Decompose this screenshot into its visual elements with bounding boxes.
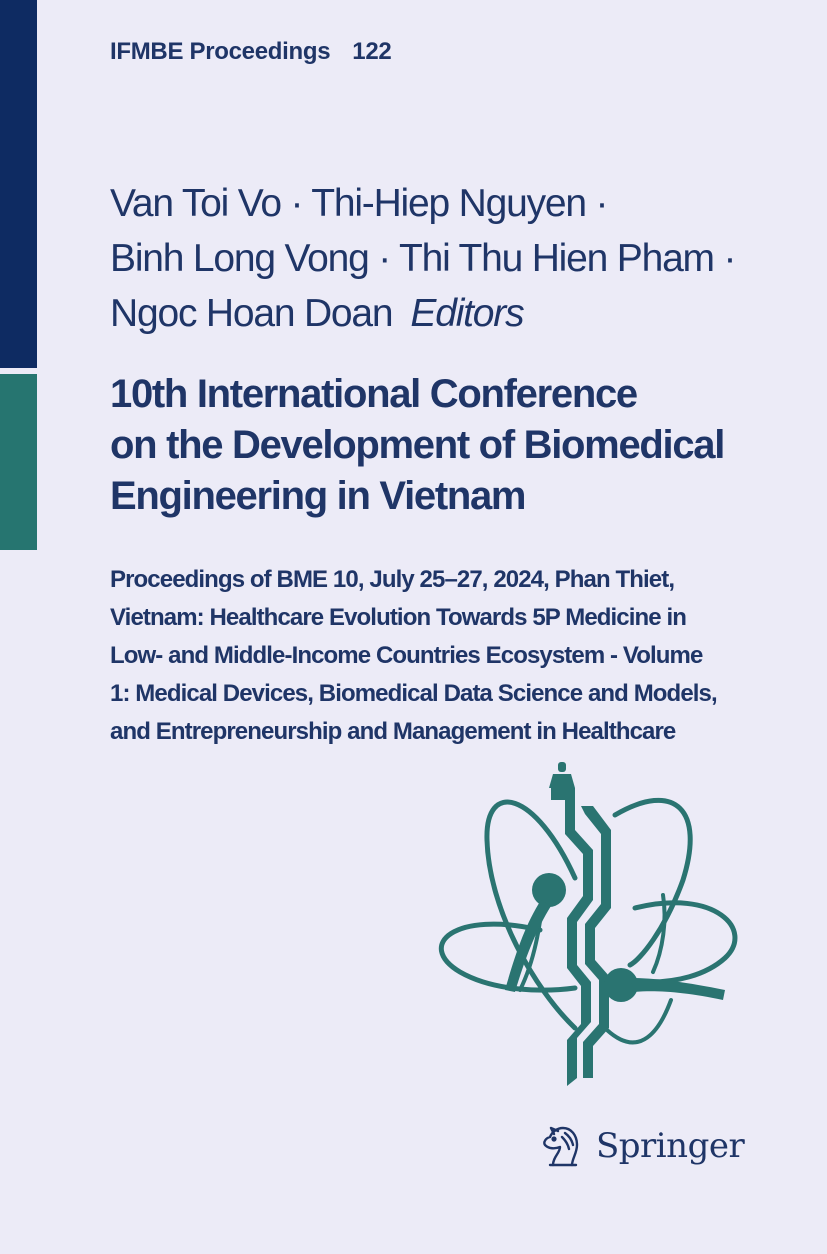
atom-rod-of-asclepius-icon bbox=[425, 760, 755, 1090]
teal-side-bar bbox=[0, 374, 37, 550]
series-name: IFMBE Proceedings bbox=[110, 38, 331, 65]
editor-name: Ngoc Hoan Doan bbox=[110, 292, 393, 335]
chess-knight-icon bbox=[538, 1123, 586, 1169]
navy-side-bar bbox=[0, 0, 37, 368]
book-title bbox=[110, 369, 810, 522]
series-line bbox=[110, 38, 391, 66]
subtitle-line-4: 1: Medical Devices, Biomedical Data Science and Models, bbox=[110, 680, 717, 707]
title-line-2: on the Development of Biomedical bbox=[110, 423, 725, 467]
editors-line-2: Binh Long Vong · Thi Thu Hien Pham · bbox=[110, 237, 736, 280]
editors-block bbox=[110, 176, 810, 341]
publisher-logo bbox=[538, 1123, 744, 1169]
subtitle-line-5: and Entrepreneurship and Management in Healthcare bbox=[110, 718, 676, 745]
editors-line-3 bbox=[110, 286, 810, 341]
publisher-name: Springer bbox=[596, 1126, 745, 1166]
editors-role: Editors bbox=[410, 292, 524, 335]
subtitle-line-1: Proceedings of BME 10, July 25–27, 2024, Phan Thiet, bbox=[110, 566, 675, 593]
title-line-3: Engineering in Vietnam bbox=[110, 474, 526, 518]
subtitle-line-2: Vietnam: Healthcare Evolution Towards 5P Medicine in bbox=[110, 604, 687, 631]
editors-line-1: Van Toi Vo · Thi-Hiep Nguyen · bbox=[110, 182, 608, 225]
title-line-1: 10th International Conference bbox=[110, 372, 637, 416]
subtitle-line-3: Low- and Middle-Income Countries Ecosystem - Volume bbox=[110, 642, 703, 669]
series-number: 122 bbox=[352, 38, 392, 65]
book-subtitle bbox=[110, 561, 810, 751]
